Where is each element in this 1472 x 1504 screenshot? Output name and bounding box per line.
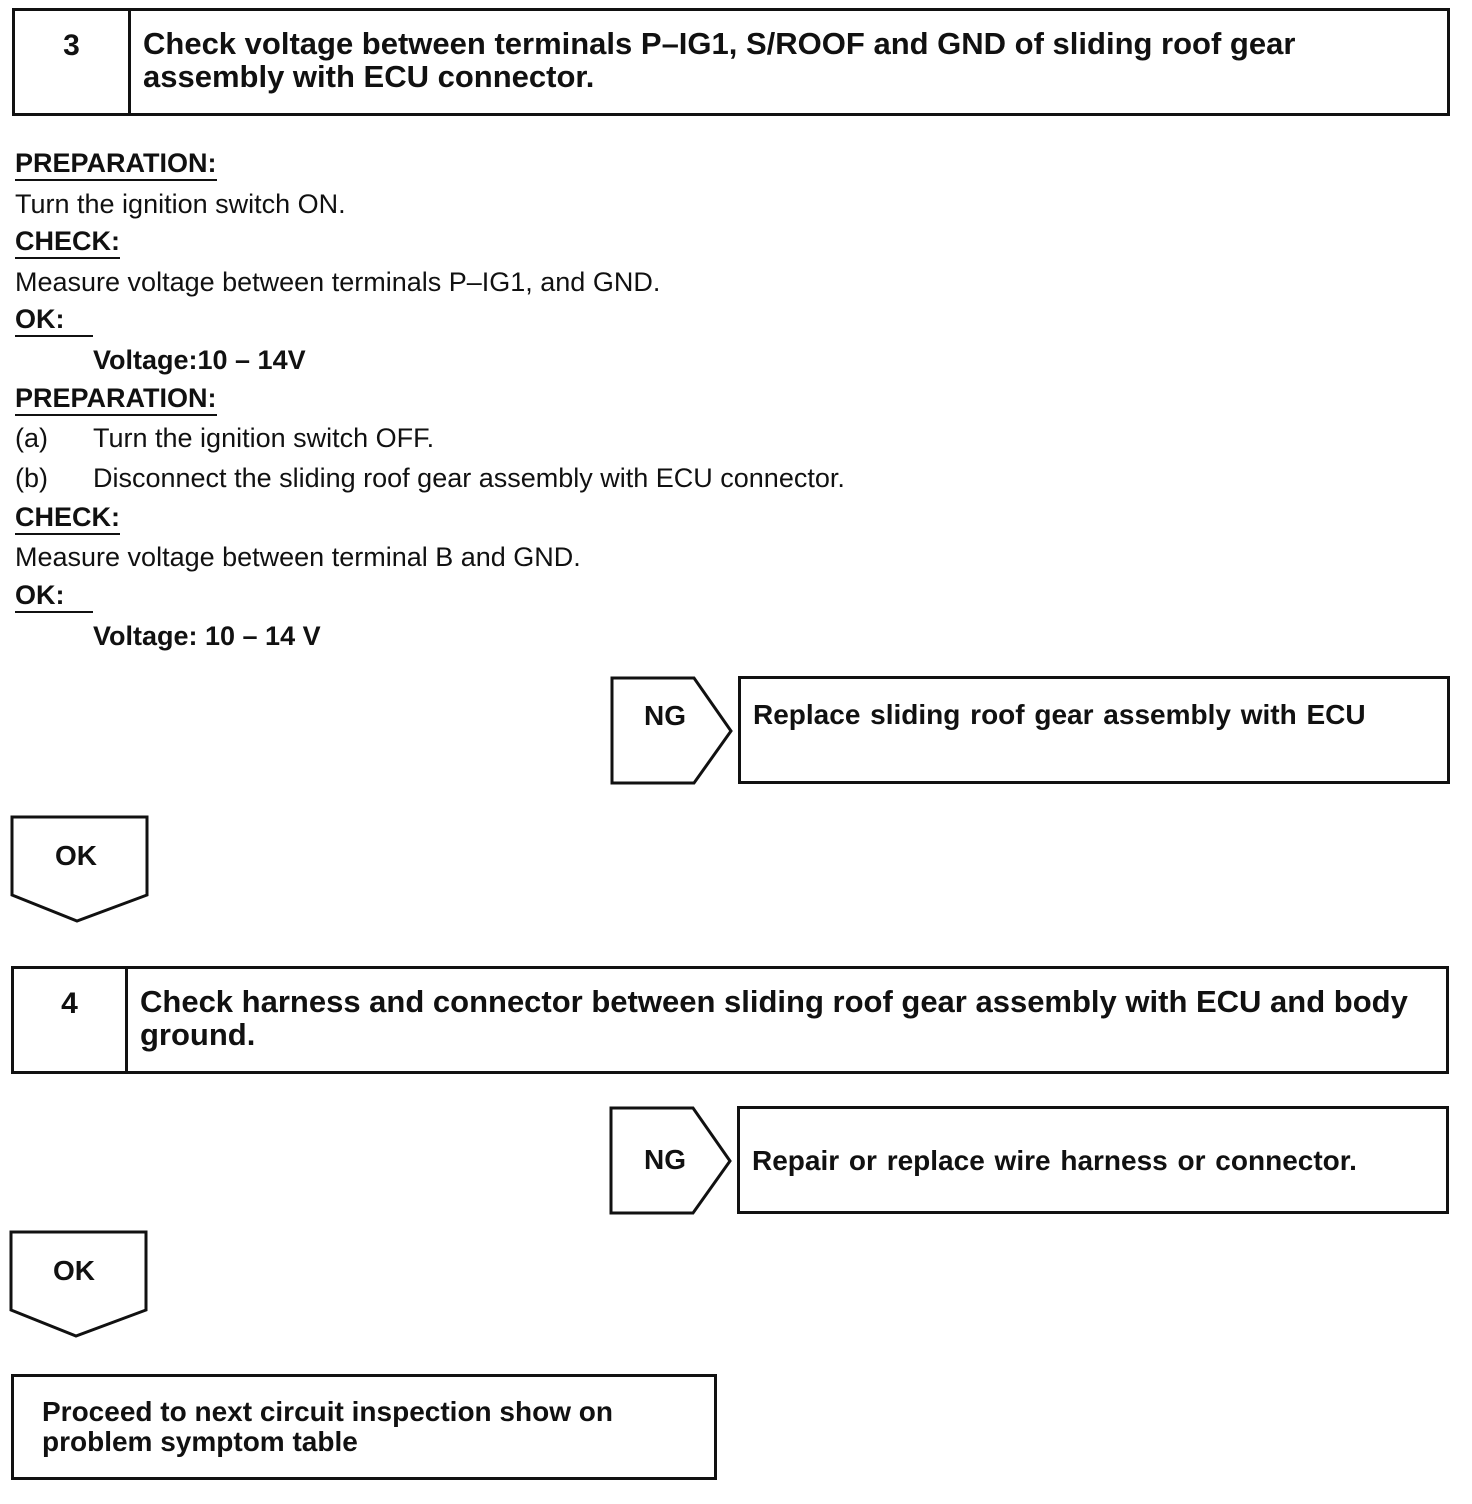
step-3-number: 3 (15, 11, 131, 113)
step-4-number: 4 (14, 969, 128, 1071)
step-4-box (11, 966, 1449, 1074)
preparation-heading: PREPARATION: (15, 383, 217, 416)
step-4-title: Check harness and connector between sliding roof gear assembly with ECU and body ground. (140, 984, 1408, 1052)
block1-check (15, 226, 120, 257)
block2-item-a-text: Turn the ignition switch OFF. (93, 423, 435, 453)
block2-prep (15, 383, 217, 414)
ng-action-text: Repair or replace wire harness or connector. (752, 1145, 1357, 1176)
check-heading: CHECK: (15, 502, 120, 535)
block2-check (15, 502, 120, 533)
final-instruction-box (11, 1374, 717, 1480)
block1-prep-text: Turn the ignition switch ON. (15, 189, 346, 219)
block1-ok (15, 304, 93, 335)
preparation-heading: PREPARATION: (15, 148, 217, 181)
final-instruction-text: Proceed to next circuit inspection show on problem symptom table (42, 1396, 613, 1457)
check-heading: CHECK: (15, 226, 120, 259)
ng-action-text: Replace sliding roof gear assembly with ECU (753, 699, 1366, 730)
step-3-box (12, 8, 1450, 116)
block1-ok-spec: Voltage:10 – 14V (93, 345, 306, 375)
ok-label: OK (55, 840, 97, 871)
ng-action-box (738, 676, 1450, 784)
block1-prep (15, 148, 217, 179)
ng-action-box (737, 1106, 1449, 1214)
block2-item-a-letter: (a) (15, 423, 48, 453)
block2-item-b-letter: (b) (15, 463, 48, 493)
block2-ok (15, 580, 93, 611)
ng-label: NG (644, 1144, 686, 1175)
block2-ok-spec: Voltage: 10 – 14 V (93, 621, 321, 651)
ng-label: NG (644, 700, 686, 731)
block2-check-text: Measure voltage between terminal B and GND. (15, 542, 581, 572)
block1-check-text: Measure voltage between terminals P–IG1, and GND. (15, 267, 661, 297)
step-3-title: Check voltage between terminals P–IG1, S/ROOF and GND of sliding roof gear assembly with ECU connector. (143, 26, 1296, 94)
ok-label: OK (53, 1255, 95, 1286)
block2-item-b-text: Disconnect the sliding roof gear assembly with ECU connector. (93, 463, 845, 493)
ok-heading: OK: (15, 580, 93, 613)
ok-heading: OK: (15, 304, 93, 337)
